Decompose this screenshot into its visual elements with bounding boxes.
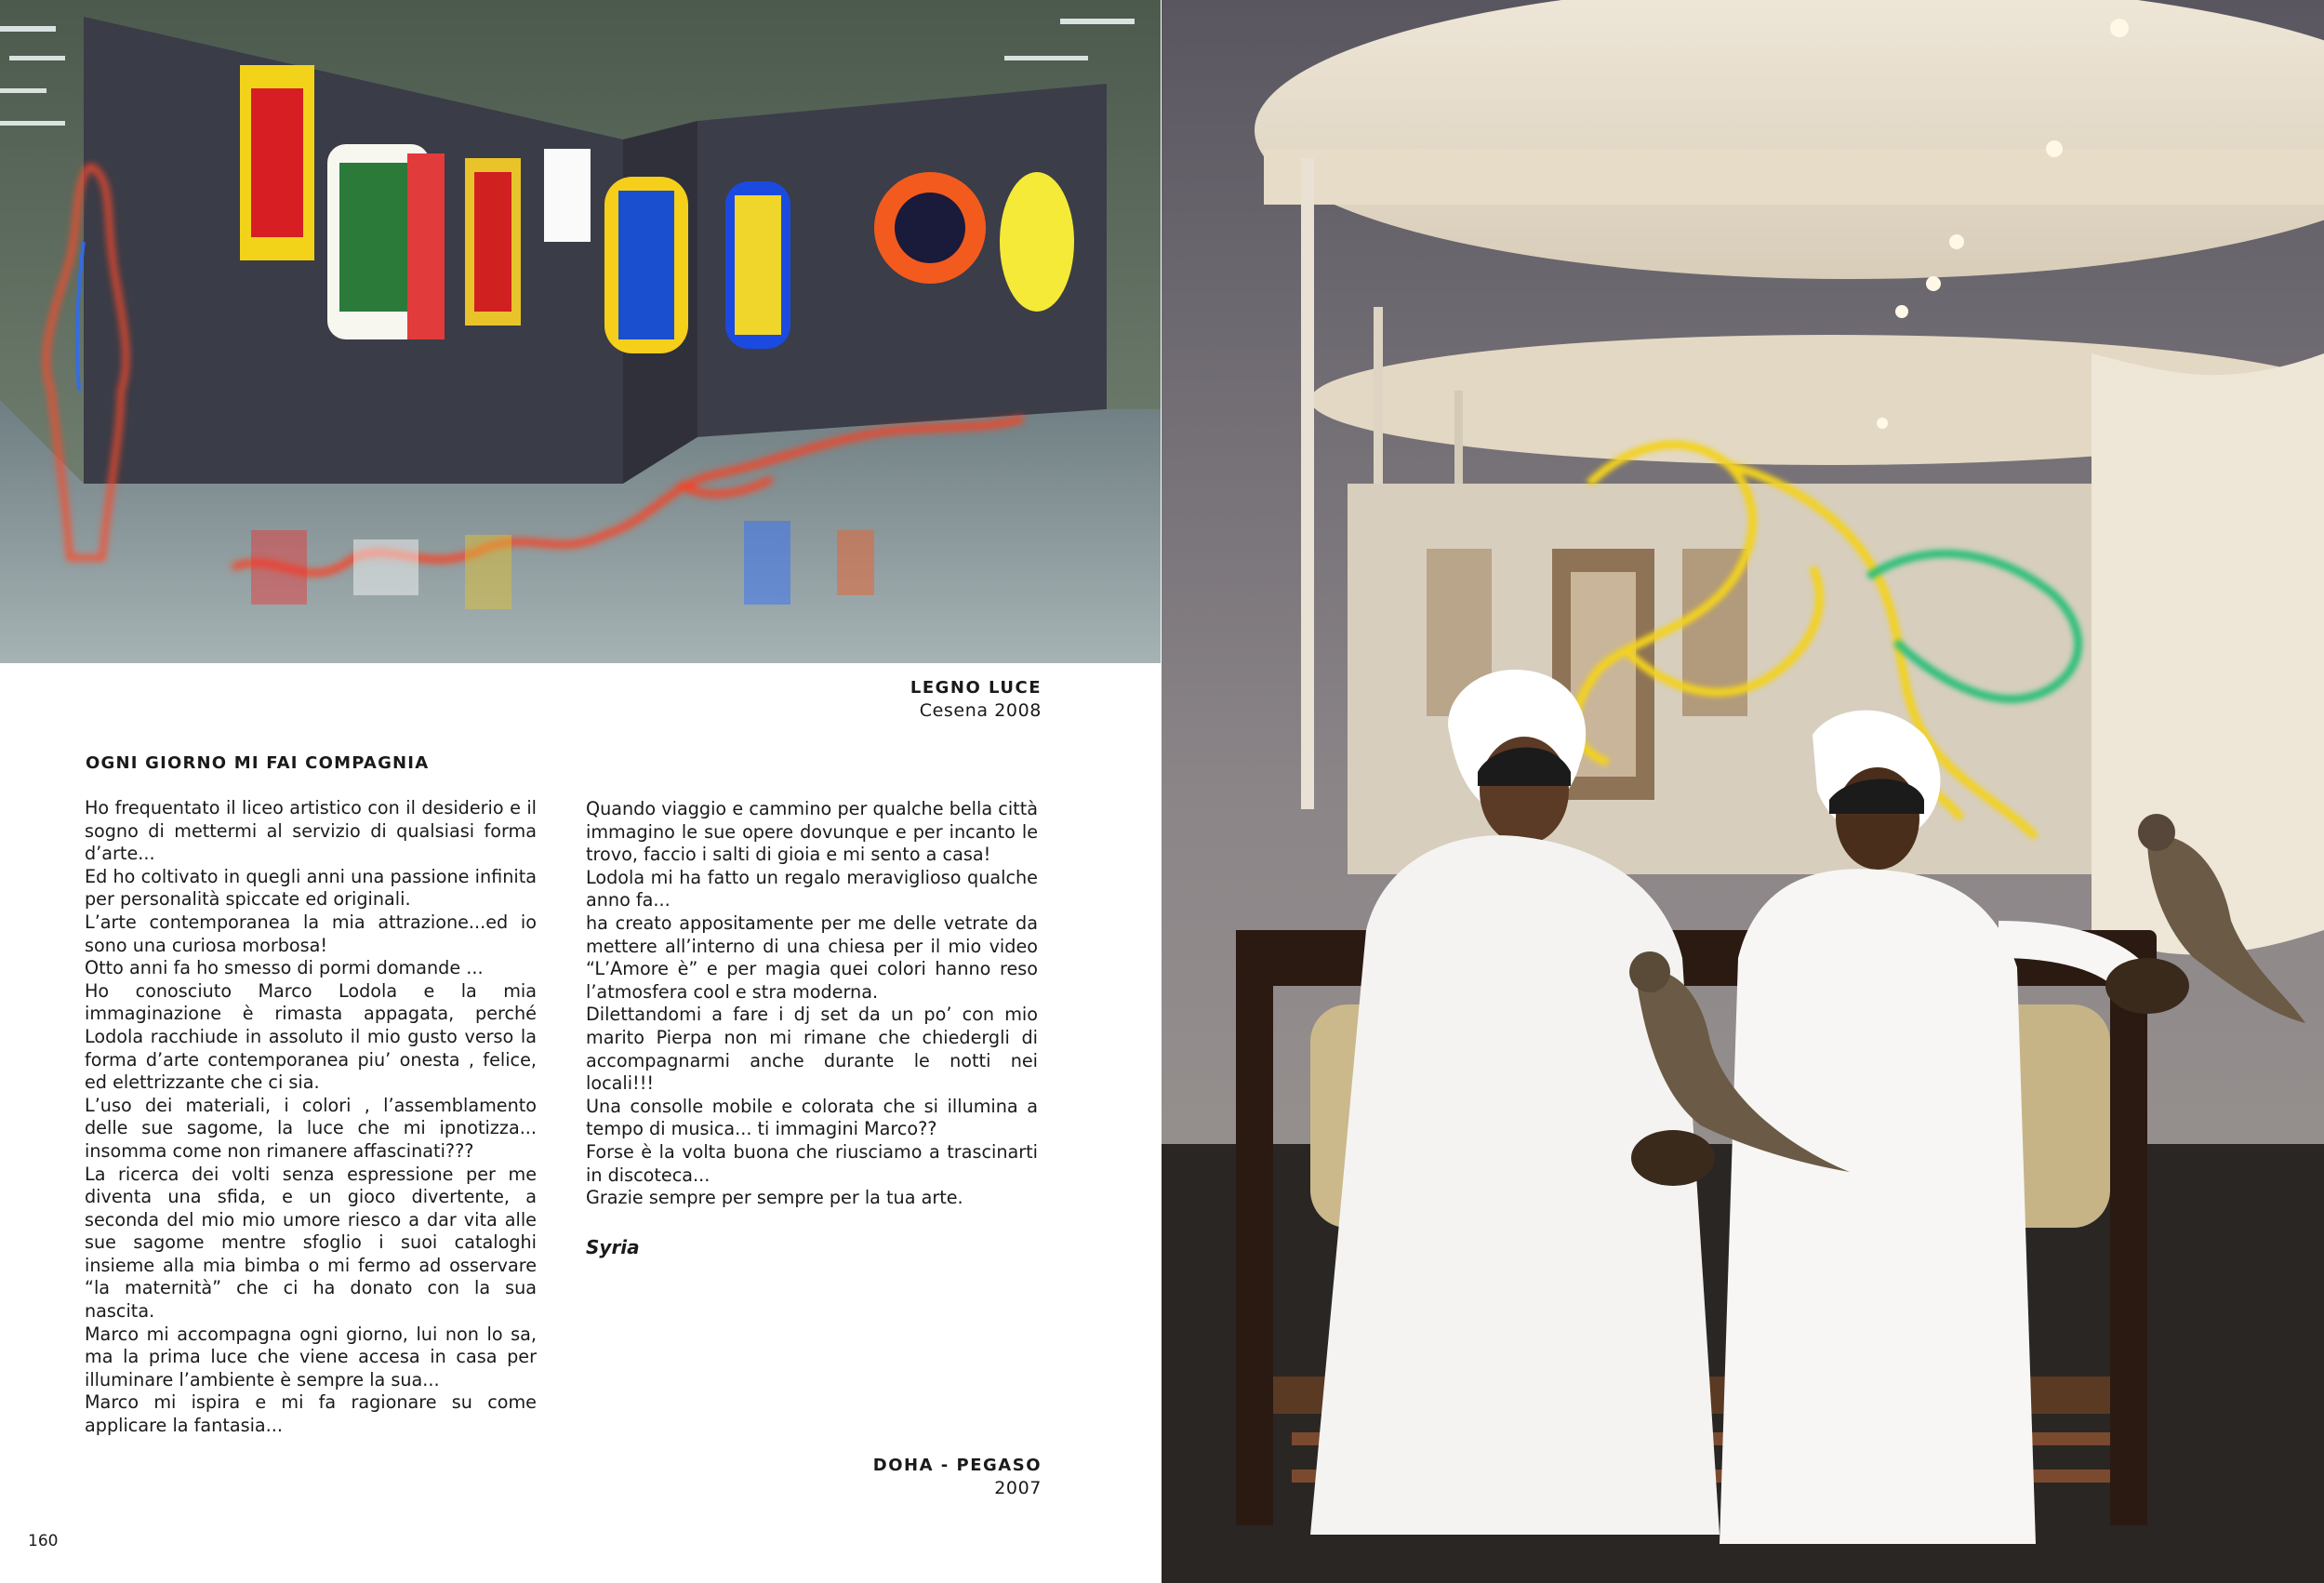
paragraph: ha creato appositamente per me delle vetrate da mettere all’interno di una chiesa per il mio video “L’Amore è” e per magia quei colori hanno reso l’atmosfera cool e stra moderna.	[586, 911, 1038, 1003]
paragraph: Lodola mi ha fatto un regalo meraviglioso qualche anno fa...	[586, 866, 1038, 911]
paragraph: Grazie sempre per sempre per la tua arte.	[586, 1187, 963, 1209]
page-number: 160	[28, 1532, 59, 1550]
doha-photo	[1162, 0, 2324, 1583]
paragraph: Ho conosciuto Marco Lodola e la mia immaginazione è rimasta appagata, perché Lodola racchiude in assoluto il mio gusto verso la forma d’arte contemporanea piu’ onesta , felice, ed elettrizzante che ci sia.	[85, 979, 537, 1094]
paragraph: L’uso dei materiali, i colori , l’assemblamento delle sue sagome, la luce che mi ipnotizza... insomma come non rimanere affascinati???	[85, 1094, 537, 1162]
paragraph: Marco mi ispira e mi fa ragionare su come applicare la fantasia...	[85, 1391, 537, 1437]
paragraph: Ho frequentato il liceo artistico con il desiderio e il sogno di mettermi al servizio di qualsiasi forma d’arte...	[85, 797, 537, 865]
paragraph: Una consolle mobile e colorata che si illumina a tempo di musica... ti immagini Marco??	[586, 1095, 1038, 1140]
paragraph: Dilettandomi a fare i dj set da un po’ con mio marito Pierpa non mi rimane che chiedergli di accompagnarmi anche durante le notti nei locali!!!	[586, 1004, 1038, 1095]
doha-photo-illustration	[1162, 0, 2324, 1583]
paragraph: Quando viaggio e cammino per qualche bella città immagino le sue opere dovunque e per incanto le trovo, faccio i salti di gioia e mi sento a casa!	[586, 798, 1038, 866]
exhibition-photo	[0, 0, 1161, 663]
exhibit-caption-title: LEGNO LUCE	[910, 678, 1042, 698]
paragraph: Marco mi accompagna ogni giorno, lui non lo sa, ma la prima luce che viene accesa in casa per illuminare l’ambiente è sempre la sua...	[85, 1323, 537, 1390]
exhibition-photo-illustration	[0, 0, 1161, 663]
exhibit-caption-subtitle: Cesena 2008	[919, 700, 1042, 721]
signature: Syria	[586, 1236, 640, 1258]
text-column-left	[85, 797, 537, 1438]
doha-caption	[873, 1455, 1042, 1499]
section-title: OGNI GIORNO MI FAI COMPAGNIA	[86, 753, 430, 773]
doha-caption-title: DOHA - PEGASO	[872, 1456, 1042, 1475]
paragraph: La ricerca dei volti senza espressione per me diventa una sfida, e un gioco divertente, a seconda del mio mio umore riesco a dar vita alle sue sagome mentre sfoglio i suoi cataloghi insieme alla mia bimba o mi fermo ad osservare “la maternità” che ci ha donato con la sua nascita.	[85, 1163, 537, 1323]
doha-caption-subtitle: 2007	[994, 1478, 1042, 1498]
text-column-right	[586, 798, 1038, 1210]
paragraph: Otto anni fa ho smesso di pormi domande ...	[85, 957, 484, 979]
paragraph: Forse è la volta buona che riusciamo a trascinarti in discoteca...	[586, 1140, 1038, 1186]
paragraph: Ed ho coltivato in quegli anni una passione infinita per personalità spiccate ed originali.	[85, 865, 537, 911]
exhibit-caption	[910, 677, 1042, 722]
paragraph: L’arte contemporanea la mia attrazione...ed io sono una curiosa morbosa!	[85, 911, 537, 956]
